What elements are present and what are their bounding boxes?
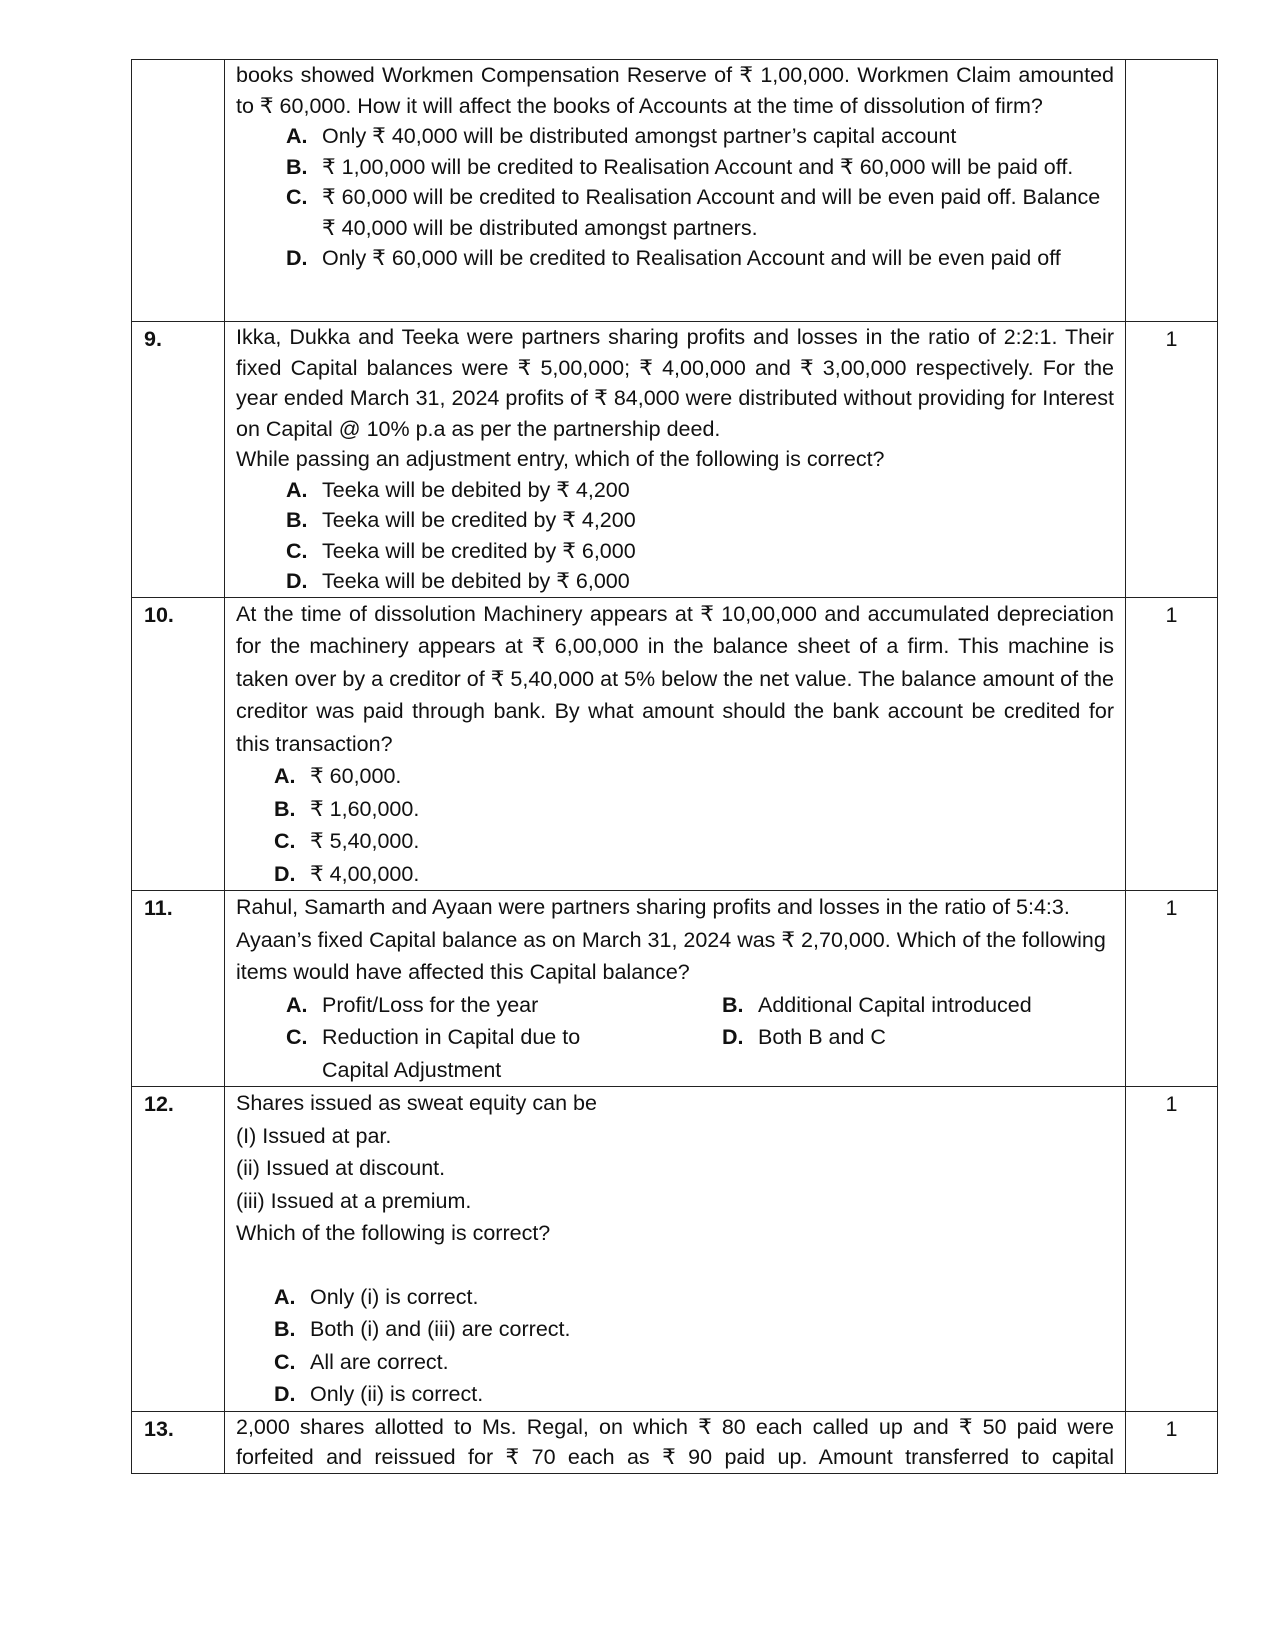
question-row-8-continued bbox=[132, 60, 1218, 322]
question-body bbox=[225, 1087, 1126, 1412]
question-body bbox=[225, 597, 1126, 891]
option-d bbox=[274, 1378, 1114, 1411]
option-letter: C. bbox=[286, 185, 308, 209]
option-b bbox=[286, 152, 1114, 183]
option-list bbox=[236, 760, 1114, 890]
question-number bbox=[132, 60, 225, 322]
option-c bbox=[286, 536, 1114, 567]
option-letter: A. bbox=[286, 992, 308, 1017]
option-text: Both (i) and (iii) are correct. bbox=[310, 1317, 571, 1341]
option-list bbox=[236, 475, 1114, 597]
question-marks: 1 bbox=[1126, 597, 1218, 891]
option-text: Teeka will be debited by ₹ 6,000 bbox=[322, 569, 630, 593]
option-text: ₹ 1,60,000. bbox=[310, 796, 420, 821]
option-text: ₹ 4,00,000. bbox=[310, 861, 420, 886]
option-letter: B. bbox=[274, 1317, 296, 1341]
question-stem-line: Shares issued as sweat equity can be bbox=[236, 1091, 597, 1115]
option-d bbox=[286, 566, 1114, 597]
option-letter: D. bbox=[274, 1382, 296, 1406]
question-number: 10. bbox=[132, 597, 225, 891]
question-stem: At the time of dissolution Machinery appears at ₹ 10,00,000 and accumulated depreciation for the machinery appears at ₹ 6,00,000 in the balance sheet of a firm. This machine is taken over by a creditor of ₹ 5,40,000 at 5% below the net value. The balance amount of the creditor was paid through bank. By what amount should the bank account be credited for this transaction? bbox=[236, 601, 1114, 756]
option-letter: B. bbox=[274, 796, 296, 821]
option-c bbox=[274, 825, 1114, 858]
option-letter: B. bbox=[286, 508, 308, 532]
option-text: ₹ 5,40,000. bbox=[310, 829, 420, 853]
option-letter: D. bbox=[274, 861, 296, 886]
option-text: Both B and C bbox=[758, 1025, 886, 1049]
option-c bbox=[286, 182, 1114, 243]
option-text: Only ₹ 40,000 will be distributed amongst partner’s capital account bbox=[322, 124, 957, 148]
option-a bbox=[286, 989, 722, 1022]
option-letter: C. bbox=[274, 1349, 296, 1374]
option-list bbox=[236, 121, 1114, 274]
question-stem-line: Which of the following is correct? bbox=[236, 1221, 551, 1245]
option-letter: C. bbox=[286, 538, 308, 563]
question-row-12 bbox=[132, 1087, 1218, 1412]
option-a bbox=[274, 760, 1114, 793]
question-stem: books showed Workmen Compensation Reserve of ₹ 1,00,000. Workmen Claim amounted to ₹ 60,000. How it will affect the books of Accounts at the time of dissolution of firm? bbox=[236, 63, 1114, 118]
question-stem: Ikka, Dukka and Teeka were partners sharing profits and losses in the ratio of 2:2:1. Their fixed Capital balances were ₹ 5,00,000; ₹ 4,00,000 and ₹ 3,00,000 respectively. For the year ended March 31, 2024 profits of ₹ 84,000 were distributed without providing for Interest on Capital @ 10% p.a as per the partnership deed. bbox=[236, 325, 1114, 441]
option-letter: A. bbox=[274, 1284, 296, 1309]
option-text: Only (i) is correct. bbox=[310, 1284, 479, 1309]
option-b bbox=[274, 1313, 1114, 1346]
option-a bbox=[286, 121, 1114, 152]
question-number: 9. bbox=[132, 322, 225, 598]
option-b bbox=[722, 989, 1114, 1022]
option-letter: B. bbox=[722, 992, 744, 1017]
question-stem-line: (ii) Issued at discount. bbox=[236, 1156, 446, 1180]
option-text: Teeka will be credited by ₹ 6,000 bbox=[322, 538, 636, 563]
question-body bbox=[225, 60, 1126, 322]
question-row-11 bbox=[132, 891, 1218, 1087]
option-text: ₹ 60,000. bbox=[310, 764, 402, 788]
question-marks: 1 bbox=[1126, 322, 1218, 598]
blank-spacer bbox=[236, 1250, 1114, 1281]
question-body bbox=[225, 322, 1126, 598]
option-text: ₹ 60,000 will be credited to Realisation Account and will be even paid off. Balance ₹ 40,000 will be distributed amongst partners. bbox=[322, 185, 1101, 240]
question-stem-line: While passing an adjustment entry, which of the following is correct? bbox=[236, 447, 885, 471]
option-letter: C. bbox=[286, 1025, 308, 1049]
question-stem-line: (I) Issued at par. bbox=[236, 1123, 392, 1148]
option-c bbox=[274, 1346, 1114, 1379]
question-table bbox=[131, 59, 1218, 1474]
question-stem: 2,000 shares allotted to Ms. Regal, on which ₹ 80 each called up and ₹ 50 paid were forfeited and reissued for ₹ 70 each as ₹ 90 paid up. Amount transferred to capital bbox=[236, 1414, 1114, 1469]
option-c bbox=[286, 1021, 722, 1086]
option-text: Only ₹ 60,000 will be credited to Realisation Account and will be even paid off bbox=[322, 246, 1061, 270]
option-letter: D. bbox=[286, 246, 308, 270]
question-marks bbox=[1126, 60, 1218, 322]
question-row-13 bbox=[132, 1411, 1218, 1473]
question-number: 12. bbox=[132, 1087, 225, 1412]
option-letter: B. bbox=[286, 154, 308, 179]
option-text: Reduction in Capital due to Capital Adjustment bbox=[322, 1025, 581, 1082]
question-marks: 1 bbox=[1126, 1411, 1218, 1473]
question-stem: Rahul, Samarth and Ayaan were partners sharing profits and losses in the ratio of 5:4:3. Ayaan’s fixed Capital balance as on March 31, 2024 was ₹ 2,70,000. Which of the following items would have affected this Capital balance? bbox=[236, 895, 1106, 984]
option-list bbox=[236, 1281, 1114, 1411]
question-stem-line: (iii) Issued at a premium. bbox=[236, 1188, 472, 1213]
option-letter: A. bbox=[274, 764, 296, 788]
question-number: 11. bbox=[132, 891, 225, 1087]
option-b bbox=[274, 793, 1114, 826]
option-text: Teeka will be credited by ₹ 4,200 bbox=[322, 508, 636, 532]
option-d bbox=[286, 243, 1114, 274]
question-marks: 1 bbox=[1126, 891, 1218, 1087]
question-row-10 bbox=[132, 597, 1218, 891]
option-d bbox=[722, 1021, 1114, 1086]
question-number: 13. bbox=[132, 1411, 225, 1473]
option-text: All are correct. bbox=[310, 1349, 449, 1374]
option-list bbox=[236, 989, 1114, 1087]
option-letter: A. bbox=[286, 477, 308, 502]
option-letter: C. bbox=[274, 829, 296, 853]
option-text: ₹ 1,00,000 will be credited to Realisation Account and ₹ 60,000 will be paid off. bbox=[322, 154, 1074, 179]
option-text: Only (ii) is correct. bbox=[310, 1382, 484, 1406]
option-text: Additional Capital introduced bbox=[758, 992, 1032, 1017]
question-body bbox=[225, 891, 1126, 1087]
option-letter: D. bbox=[286, 569, 308, 593]
option-letter: D. bbox=[722, 1025, 744, 1049]
option-text: Teeka will be debited by ₹ 4,200 bbox=[322, 477, 630, 502]
option-a bbox=[274, 1281, 1114, 1314]
option-a bbox=[286, 475, 1114, 506]
option-text: Profit/Loss for the year bbox=[322, 992, 539, 1017]
question-marks: 1 bbox=[1126, 1087, 1218, 1412]
question-body bbox=[225, 1411, 1126, 1473]
option-b bbox=[286, 505, 1114, 536]
option-d bbox=[274, 858, 1114, 891]
option-letter: A. bbox=[286, 124, 308, 148]
question-row-9 bbox=[132, 322, 1218, 598]
